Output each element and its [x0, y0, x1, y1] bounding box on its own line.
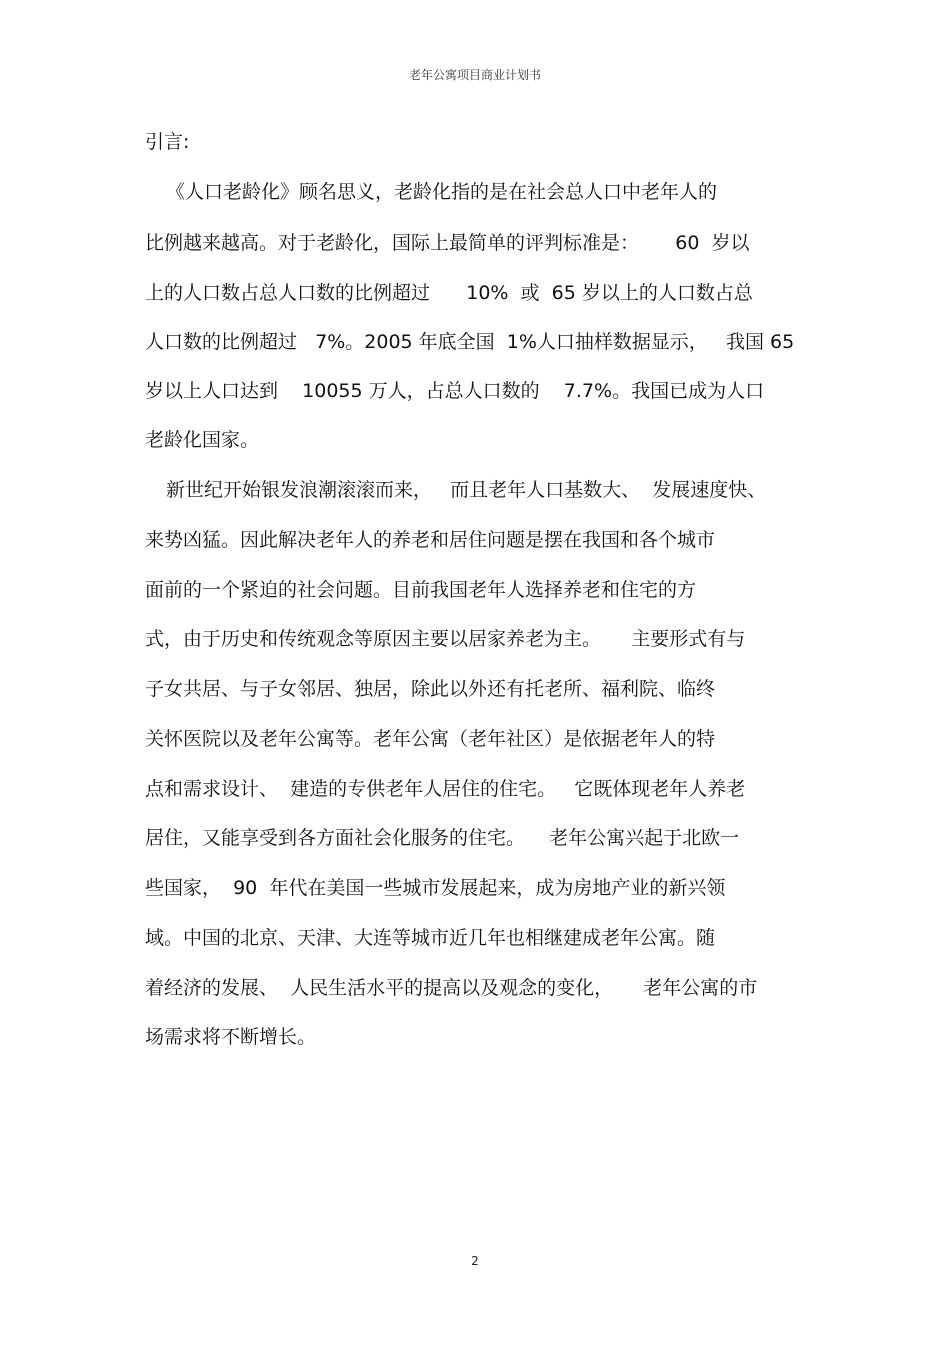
section-heading: 引言:: [145, 131, 190, 153]
paragraph-line: 场需求将不断增长。: [145, 1026, 317, 1048]
paragraph-line: 来势凶猛。因此解决老年人的养老和居住问题是摆在我国和各个城市: [145, 529, 716, 551]
paragraph-line: 人口数的比例超过 7%。2005 年底全国 1%人口抽样数据显示， 我国 65: [145, 331, 795, 353]
paragraph-line: 关怀医院以及老年公寓等。老年公寓（老年社区）是依据老年人的特: [145, 728, 716, 750]
paragraph-line: 老龄化国家。: [145, 429, 260, 451]
paragraph-line: 居住，又能享受到各方面社会化服务的住宅。 老年公寓兴起于北欧一: [145, 827, 740, 849]
paragraph-line: 些国家， 90 年代在美国一些城市发展起来，成为房地产业的新兴领: [145, 877, 726, 899]
paragraph-line: 《人口老龄化》顾名思义，老龄化指的是在社会总人口中老年人的: [166, 181, 718, 203]
paragraph-line: 比例越来越高。对于老龄化，国际上最简单的评判标准是： 60 岁以: [145, 232, 750, 254]
paragraph-line: 式，由于历史和传统观念等原因主要以居家养老为主。 主要形式有与: [145, 628, 746, 650]
paragraph-line: 新世纪开始银发浪潮滚滚而来， 而且老年人口基数大、 发展速度快、: [166, 479, 767, 501]
paragraph-line: 域。中国的北京、天津、大连等城市近几年也相继建成老年公寓。随: [145, 927, 716, 949]
paragraph-line: 子女共居、与子女邻居、独居，除此以外还有托老所、福利院、临终: [145, 678, 716, 700]
running-header: 老年公寓项目商业计划书: [408, 68, 541, 82]
paragraph-line: 岁以上人口达到 10055 万人，占总人口数的 7.7%。我国已成为人口: [145, 380, 765, 402]
paragraph-line: 点和需求设计、 建造的专供老年人居住的住宅。 它既体现老年人养老: [145, 778, 746, 800]
page-number: 2: [471, 1254, 479, 1268]
paragraph-line: 着经济的发展、 人民生活水平的提高以及观念的变化， 老年公寓的市: [145, 977, 758, 999]
paragraph-line: 面前的一个紧迫的社会问题。目前我国老年人选择养老和住宅的方: [145, 579, 697, 601]
paragraph-line: 上的人口数占总人口数的比例超过 10% 或 65 岁以上的人口数占总: [145, 282, 753, 304]
